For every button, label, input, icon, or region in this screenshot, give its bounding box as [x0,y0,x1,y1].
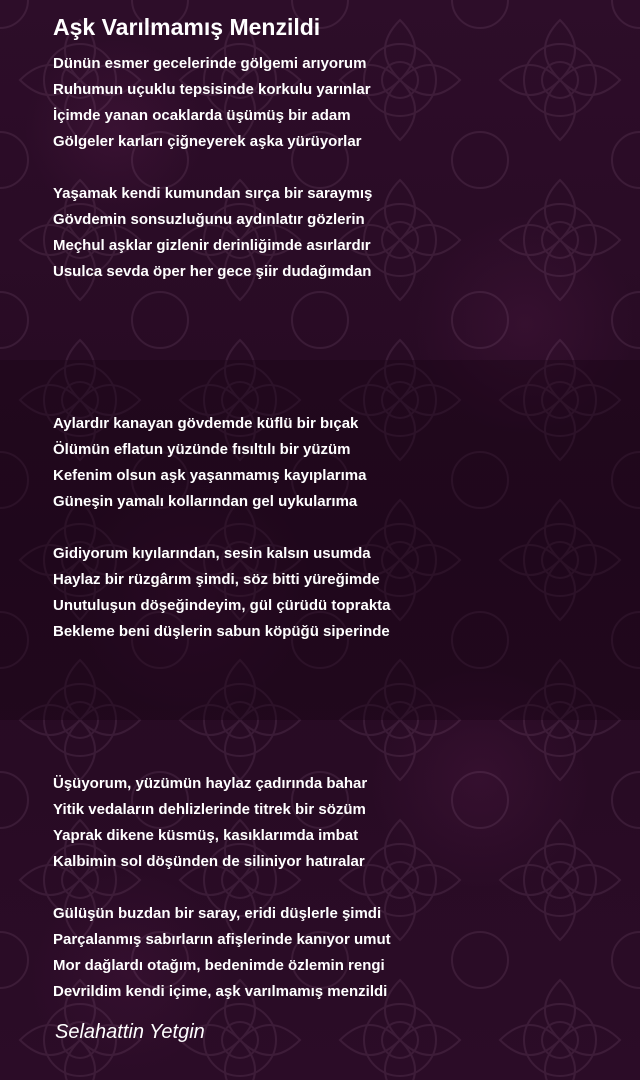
poem-line: Yaprak dikene küsmüş, kasıklarımda imbat [53,827,359,844]
poem-line: İçimde yanan ocaklarda üşümüş bir adam [53,107,351,124]
poem-line: Gidiyorum kıyılarından, sesin kalsın usumda [53,545,371,562]
poem-line: Yaşamak kendi kumundan sırça bir saraymış [53,185,373,202]
stanza-6 [53,901,391,1005]
poem-line: Kefenim olsun aşk yaşanmamış kayıplarıma [53,467,367,484]
stanza-2 [53,181,372,285]
poem-line: Aylardır kanayan gövdemde küflü bir bıçak [53,415,359,432]
poem-line: Dünün esmer gecelerinde gölgemi arıyorum [53,55,367,72]
poem-line: Gölgeler karları çiğneyerek aşka yürüyorlar [53,133,362,150]
poem-line: Haylaz bir rüzgârım şimdi, söz bitti yüreğimde [53,571,380,588]
poem-title: Aşk Varılmamış Menzildi [53,14,321,40]
poem-line: Gülüşün buzdan bir saray, eridi düşlerle şimdi [53,905,382,922]
poem-line: Bekleme beni düşlerin sabun köpüğü siperinde [53,623,390,640]
poem-line: Meçhul aşklar gizlenir derinliğimde asırlardır [53,237,371,254]
stanza-3 [53,411,366,515]
poem-author: Selahattin Yetgin [55,1021,205,1043]
poem-line: Üşüyorum, yüzümün haylaz çadırında bahar [53,775,368,792]
stanza-5 [53,771,367,875]
poem-line: Unutuluşun döşeğindeyim, gül çürüdü toprakta [53,597,391,614]
poem-line: Parçalanmış sabırların afişlerinde kanıyor umut [53,931,391,948]
poem-line: Ölümün eflatun yüzünde fısıltılı bir yüzüm [53,441,351,458]
poem-line: Mor dağlardı otağım, bedenimde özlemin rengi [53,957,385,974]
poem-line: Kalbimin sol döşünden de siliniyor hatıralar [53,853,365,870]
poem-line: Ruhumun uçuklu tepsisinde korkulu yarınlar [53,81,371,98]
stanza-4 [53,541,391,645]
poem-line: Devrildim kendi içime, aşk varılmamış menzildi [53,983,388,1000]
poem-line: Usulca sevda öper her gece şiir dudağımdan [53,263,372,280]
poem-line: Güneşin yamalı kollarından gel uykularıma [53,493,358,510]
poem-line: Gövdemin sonsuzluğunu aydınlatır gözlerin [53,211,365,228]
poem-line: Yitik vedaların dehlizlerinde titrek bir sözüm [53,801,366,818]
stanza-1 [53,51,371,155]
